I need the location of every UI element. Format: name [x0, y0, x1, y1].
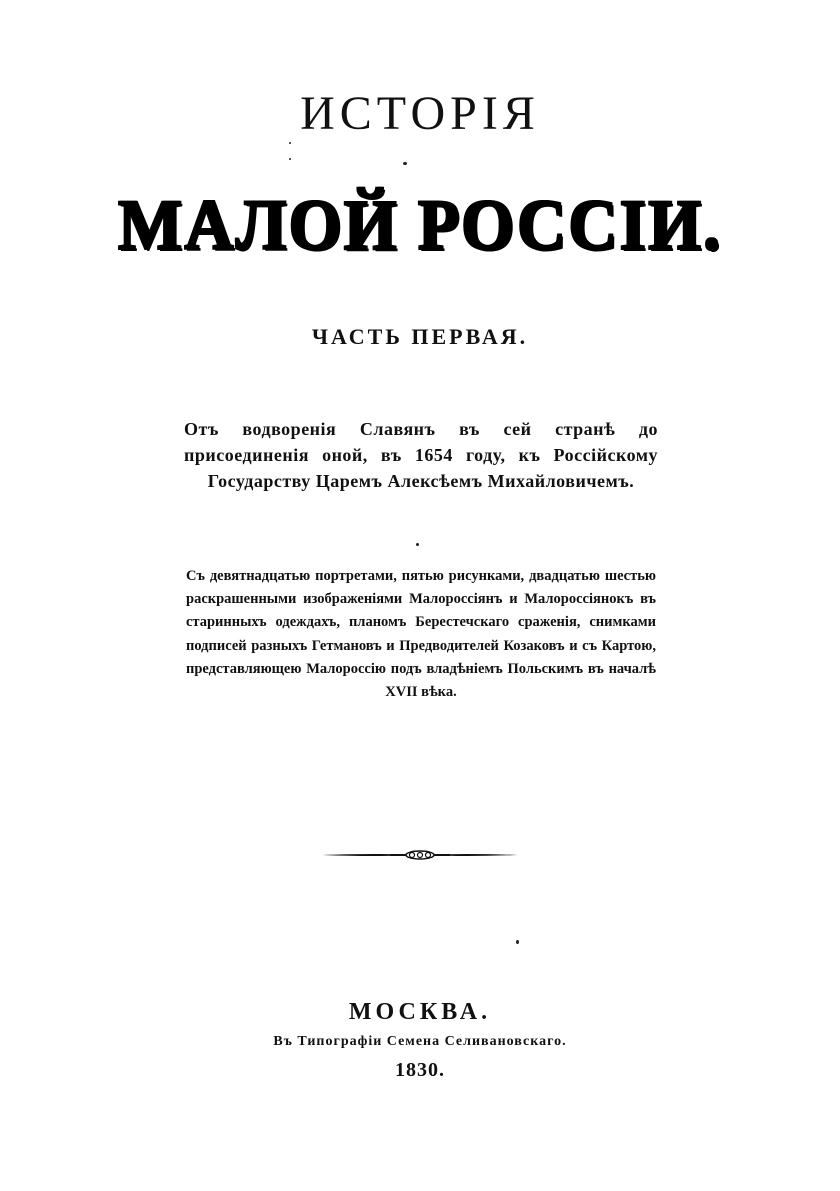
imprint-year: 1830.: [395, 1059, 445, 1081]
imprint-printer: Въ Типографіи Семена Селивановскаго.: [273, 1034, 567, 1049]
print-speck: [516, 940, 519, 944]
print-speck: [289, 158, 291, 160]
imprint-city: МОСКВА.: [348, 999, 492, 1025]
print-speck: [289, 142, 291, 144]
ornament-divider-icon: [320, 840, 520, 870]
book-title: ИСТОРІЯ: [300, 87, 540, 140]
print-speck: [416, 543, 419, 546]
print-speck: [403, 162, 407, 165]
illustrations-description: Съ девятнадцатью портретами, пятью рисунками, двадцатью шестью раскрашенными изображеніями Малороссіянъ и Малороссіянокъ въ старинныхъ одеждахъ, планомъ Берестечскаго сраженія, снимками подписей разныхъ Гетмановъ и Предводителей Козаковъ и съ Картою, представляющею Малороссію подъ владѣніемъ Польскимъ въ началѣ XVII вѣка.: [186, 568, 656, 700]
subtitle: Отъ водворенія Славянъ въ сей странѣ до присоединенія оной, въ 1654 году, къ Россійскому Государству Царемъ Алексѣемъ Михайловичемъ.: [184, 419, 658, 492]
book-title-decorative: МАЛОЙ РОССІИ.: [117, 185, 723, 265]
volume-label: ЧАСТЬ ПЕРВАЯ.: [311, 324, 529, 349]
